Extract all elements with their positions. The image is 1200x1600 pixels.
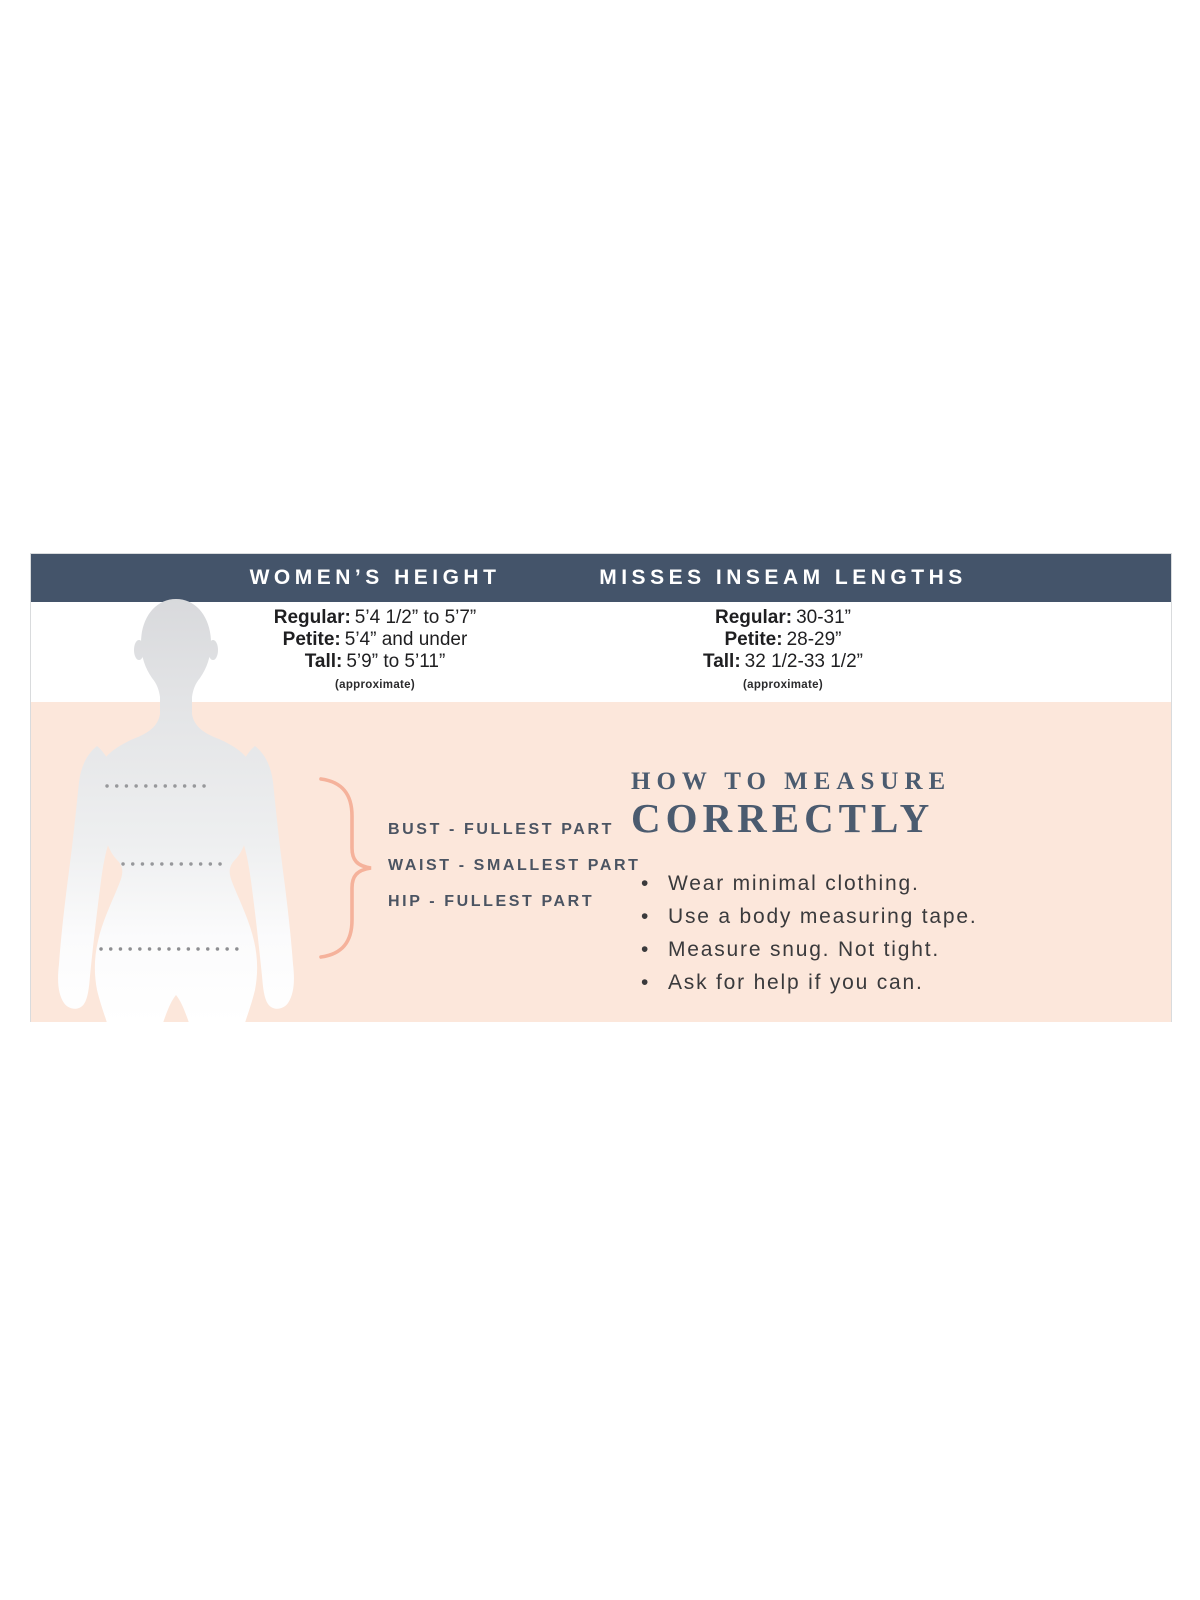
tip-item: • Use a body measuring tape.	[631, 905, 977, 928]
row-label: Tall:	[304, 651, 343, 672]
approximate-note: (approximate)	[743, 679, 823, 691]
table-header-bar	[31, 554, 1171, 602]
body-torso-shape	[95, 599, 257, 1023]
row-value: 5’4” and under	[344, 629, 468, 650]
inseam-row-regular	[703, 607, 863, 629]
approximate-note: (approximate)	[335, 679, 415, 691]
row-label: Petite:	[724, 629, 783, 650]
row-value: 5’4 1/2” to 5’7”	[354, 607, 477, 628]
inseam-row-tall	[703, 651, 863, 673]
measuring-tips-list	[631, 872, 977, 1004]
size-guide-panel	[30, 553, 1172, 1022]
row-value: 28-29”	[786, 629, 842, 650]
brace-icon	[301, 771, 385, 961]
row-label: Regular:	[715, 607, 793, 628]
row-label: Tall:	[703, 651, 741, 672]
hip-label: HIP - FULLEST PART	[388, 893, 595, 910]
woman-silhouette-icon	[31, 596, 331, 1023]
column-header-womens-height: WOMEN’S HEIGHT	[249, 566, 501, 589]
row-label: Petite:	[282, 629, 341, 650]
how-to-heading	[631, 767, 951, 840]
column-header-misses-inseam: MISSES INSEAM LENGTHS	[599, 566, 967, 589]
waist-label: WAIST - SMALLEST PART	[388, 857, 641, 874]
row-value: 5’9” to 5’11”	[346, 651, 446, 672]
row-value: 30-31”	[796, 607, 851, 628]
how-to-heading-line2: CORRECTLY	[631, 795, 935, 841]
tip-item: • Measure snug. Not tight.	[631, 938, 977, 961]
inseam-info	[703, 607, 863, 696]
tip-item: • Wear minimal clothing.	[631, 872, 977, 895]
how-to-heading-line1: HOW TO MEASURE	[631, 768, 952, 795]
row-value: 32 1/2-33 1/2”	[744, 651, 863, 672]
measurement-labels	[388, 820, 641, 928]
tip-item: • Ask for help if you can.	[631, 971, 977, 994]
row-label: Regular:	[273, 607, 351, 628]
bust-label: BUST - FULLEST PART	[388, 821, 614, 838]
inseam-row-petite	[703, 629, 863, 651]
